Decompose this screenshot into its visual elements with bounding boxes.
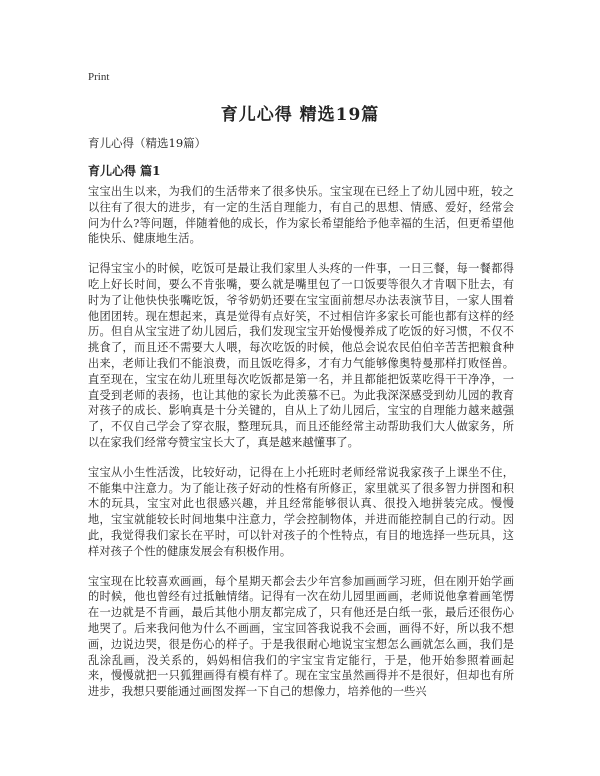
paragraph-1: 宝宝出生以来，为我们的生活带来了很多快乐。宝宝现在已经上了幼儿园中班，较之以往有了很大的进步，有一定的生活自理能力，有自己的思想、情感、爱好，经常会问为什么?等问题，伴随着他的成长，作为家长希望能给予他幸福的生活，但更希望他能快乐、健康地生活。 — [88, 185, 514, 246]
print-link[interactable]: Print — [88, 71, 110, 83]
paragraph-3: 宝宝从小生性活泼，比较好动，记得在上小托班时老师经常说我家孩子上课坐不住，不能集中注意力。为了能让孩子好动的性格有所修正，家里就买了很多智力拼图和积木的玩具，宝宝对此也很感兴趣，并且经常能够很认真、很投入地拼装完成。慢慢地，宝宝就能较长时间地集中注意力，学会控制物体，并进而能控制自己的行动。因此，我觉得我们家长在平时，可以针对孩子的个性特点，有目的地选择一些玩具，这样对孩子个性的健康发展会有积极作用。 — [88, 465, 514, 558]
paragraph-4: 宝宝现在比较喜欢画画，每个星期天都会去少年宫参加画画学习班，但在刚开始学画的时候，他也曾经有过抵触情绪。记得有一次在幼儿园里画画，老师说他拿着画笔愣在一边就是不肯画，最后其他小朋友都完成了，只有他还是白纸一张，最后还很伤心地哭了。后来我问他为什么不画画，宝宝回答我说我不会画，画得不好，所以我不想画，边说边哭，很是伤心的样子。于是我很耐心地说宝宝想怎么画就怎么画，我们是乱涂乱画，没关系的，妈妈相信我们的宇宝宝肯定能行，于是，他开始参照着画起来，慢慢就把一只狐狸画得有模有样了。现在宝宝虽然画得并不是很好，但却也有所进步，我想只要能通过画图发挥一下自己的想像力，培养他的一些兴 — [88, 574, 514, 699]
paragraph-2: 记得宝宝小的时候，吃饭可是最让我们家里人头疼的一件事，一日三餐，每一餐都得吃上好长时间，要么不肯张嘴，要么就是嘴里包了一口饭要等很久才肯咽下肚去，有时为了让他快快张嘴吃饭，爷爷奶奶还要在宝宝面前想尽办法表演节目，一家人围着他团团转。现在想起来，真是觉得有点好笑，不过相信许多家长可能也都有这样的经历。但自从宝宝进了幼儿园后，我们发现宝宝开始慢慢养成了吃饭的好习惯，不仅不挑食了，而且还不需要大人喂，每次吃饭的时候，他总会说农民伯伯辛苦苦把粮食种出来，老师让我们不能浪费，而且饭吃得多，才有力气能够像奥特曼那样打败怪兽。直至现在，宝宝在幼儿班里每次吃饭都是第一名，并且都能把饭菜吃得干干净净，一直受到老师的表扬，也让其他的家长为此羡慕不已。为此我深深感受到幼儿园的教育对孩子的成长、影响真是十分关键的，自从上了幼儿园后，宝宝的自理能力越来越强了，不仅自己学会了穿衣服，整理玩具，而且还能经常主动帮助我们大人做家务，所以在家我们经常夸赞宝宝长大了，真是越来越懂事了。 — [88, 262, 514, 449]
document-subtitle: 育儿心得（精选19篇） — [88, 136, 207, 150]
page-title: 育儿心得 精选19篇 — [220, 105, 380, 125]
article-body — [88, 184, 514, 714]
section-heading: 育儿心得 篇1 — [88, 164, 161, 178]
